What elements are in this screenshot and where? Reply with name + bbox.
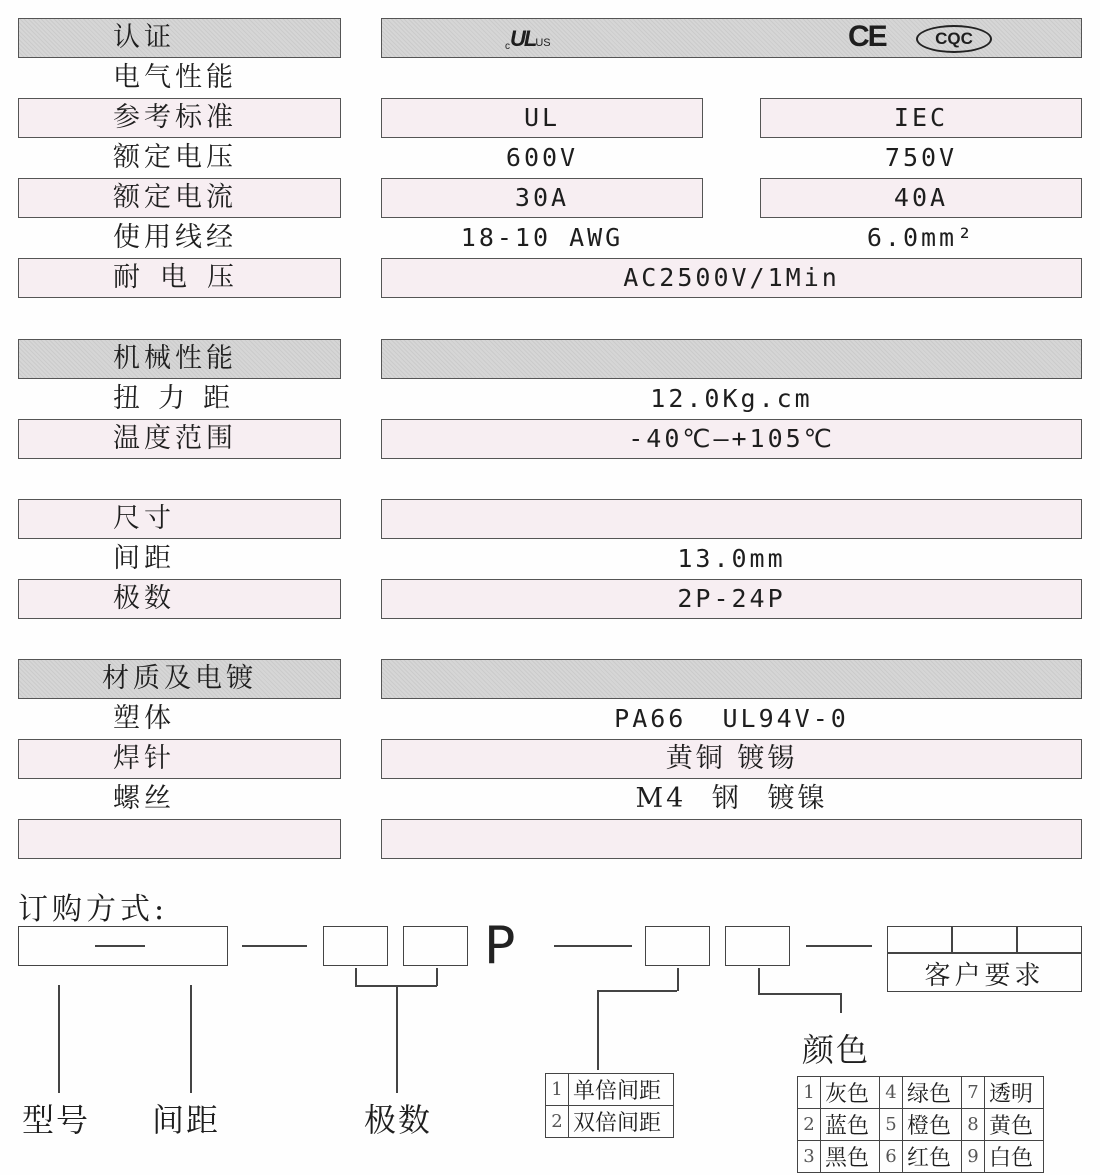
color-option-num: 1: [798, 1077, 821, 1109]
mechanical-title: 机械性能: [113, 343, 237, 374]
wire-gauge-ul: 18-10 AWG: [460, 223, 624, 252]
mechanical-header-box: [381, 339, 1082, 379]
color-option-text: 灰色: [821, 1077, 880, 1109]
poles-label: 极数: [113, 583, 175, 614]
customer-label: 客户要求: [924, 961, 1045, 991]
color-option-num: 8: [962, 1109, 985, 1141]
pin-value: 黄铜 镀锡: [665, 743, 798, 774]
pitch-type-bracket-left: [597, 990, 599, 1070]
pitch-leader: [190, 985, 192, 1093]
pitch-type-bracket-right: [677, 968, 679, 991]
color-option-text: 白色: [985, 1141, 1044, 1173]
pitch-options-table: [545, 1073, 674, 1138]
pitch-box: [323, 926, 388, 966]
ul-listing-logo: [505, 26, 551, 52]
ul-c-mark: c: [505, 41, 510, 52]
dimensions-title: 尺寸: [113, 503, 175, 534]
pin-label: 焊针: [113, 743, 175, 774]
housing-value: PA66 UL94V-0: [614, 704, 849, 733]
model-leader: [58, 985, 60, 1093]
pitch-value: 13.0mm: [677, 544, 786, 573]
torque-label: 扭力距: [113, 383, 248, 414]
rated-voltage-iec: 750V: [884, 143, 958, 172]
color-option-num: 4: [880, 1077, 903, 1109]
pitch-option-row: [546, 1074, 674, 1106]
customer-divider: [887, 952, 1082, 954]
cqc-text: CQC: [935, 29, 973, 48]
color-option-text: 黑色: [821, 1141, 880, 1173]
color-box: [725, 926, 790, 966]
ref-standard-label: 参考标准: [113, 102, 237, 133]
pitch-option-text: 双倍间距: [569, 1106, 674, 1138]
color-option-text: 蓝色: [821, 1109, 880, 1141]
torque-value: 12.0Kg.cm: [650, 384, 813, 413]
color-option-num: 2: [798, 1109, 821, 1141]
temp-range-value: -40℃—+105℃: [628, 424, 835, 453]
pitch-label: 间距: [113, 543, 175, 574]
poles-bracket-left: [355, 968, 357, 986]
color-bracket-left: [758, 968, 760, 994]
ul-logo-text: UL: [510, 26, 536, 51]
withstand-value: AC2500V/1Min: [623, 263, 840, 292]
poles-leader: [396, 985, 398, 1093]
color-option-text: 黄色: [985, 1109, 1044, 1141]
color-options-table: [797, 1076, 1044, 1173]
color-option-num: 9: [962, 1141, 985, 1173]
color-option-num: 6: [880, 1141, 903, 1173]
pitch-type-box: [645, 926, 710, 966]
color-bracket: [758, 993, 840, 995]
blank-value-box: [381, 819, 1082, 859]
pitch-type-bracket: [597, 990, 677, 992]
pitch-option-row: [546, 1106, 674, 1138]
cqc-mark: [916, 25, 992, 53]
rated-current-ul: 30A: [514, 183, 570, 212]
poles-bracket: [355, 985, 437, 987]
dimensions-header-box: [381, 499, 1082, 539]
blank-label-box: [18, 819, 341, 859]
color-option-num: 5: [880, 1109, 903, 1141]
p-letter: P: [484, 916, 516, 976]
color-option-num: 7: [962, 1077, 985, 1109]
poles-bottom-label: 极数: [364, 1101, 433, 1139]
poles-box: [403, 926, 468, 966]
model-dash: [95, 945, 145, 947]
connector-3: [806, 945, 872, 947]
color-option-text: 透明: [985, 1077, 1044, 1109]
connector-2: [554, 945, 632, 947]
color-option-row: [798, 1077, 1044, 1109]
ref-standard-iec: IEC: [893, 103, 949, 132]
temp-range-label: 温度范围: [113, 423, 237, 454]
poles-value: 2P-24P: [677, 584, 786, 613]
ref-standard-ul: UL: [523, 103, 561, 132]
color-option-num: 3: [798, 1141, 821, 1173]
color-option-text: 绿色: [903, 1077, 962, 1109]
poles-bracket-right: [436, 968, 438, 986]
rated-voltage-ul: 600V: [505, 143, 579, 172]
ul-us-mark: US: [535, 37, 551, 49]
ce-mark: CE: [848, 20, 886, 53]
color-label: 颜色: [802, 1031, 871, 1069]
connector-1: [242, 945, 307, 947]
color-option-text: 红色: [903, 1141, 962, 1173]
color-bracket-stem: [840, 993, 842, 1013]
color-option-text: 橙色: [903, 1109, 962, 1141]
wire-gauge-label: 使用线经: [113, 222, 237, 253]
screw-label: 螺丝: [113, 783, 175, 814]
material-header-box: [381, 659, 1082, 699]
color-option-row: [798, 1141, 1044, 1173]
color-option-row: [798, 1109, 1044, 1141]
customer-cell-divider-2: [1016, 926, 1018, 952]
customer-cell-divider-1: [951, 926, 953, 952]
ordering-title: 订购方式:: [18, 892, 169, 927]
rated-current-label: 额定电流: [113, 182, 237, 213]
pitch-bottom-label: 间距: [152, 1101, 221, 1139]
withstand-label: 耐电压: [113, 262, 254, 293]
model-label: 型号: [22, 1101, 91, 1139]
electrical-title: 电气性能: [113, 62, 237, 93]
rated-current-iec: 40A: [893, 183, 949, 212]
material-title: 材质及电镀: [102, 663, 257, 694]
pitch-option-num: 2: [546, 1106, 569, 1138]
pitch-option-text: 单倍间距: [569, 1074, 674, 1106]
cert-label: 认证: [113, 22, 175, 53]
pitch-option-num: 1: [546, 1074, 569, 1106]
rated-voltage-label: 额定电压: [113, 142, 237, 173]
wire-gauge-iec: 6.0mm²: [866, 223, 976, 252]
screw-value: M4 钢 镀镍: [635, 783, 828, 814]
housing-label: 塑体: [113, 703, 175, 734]
